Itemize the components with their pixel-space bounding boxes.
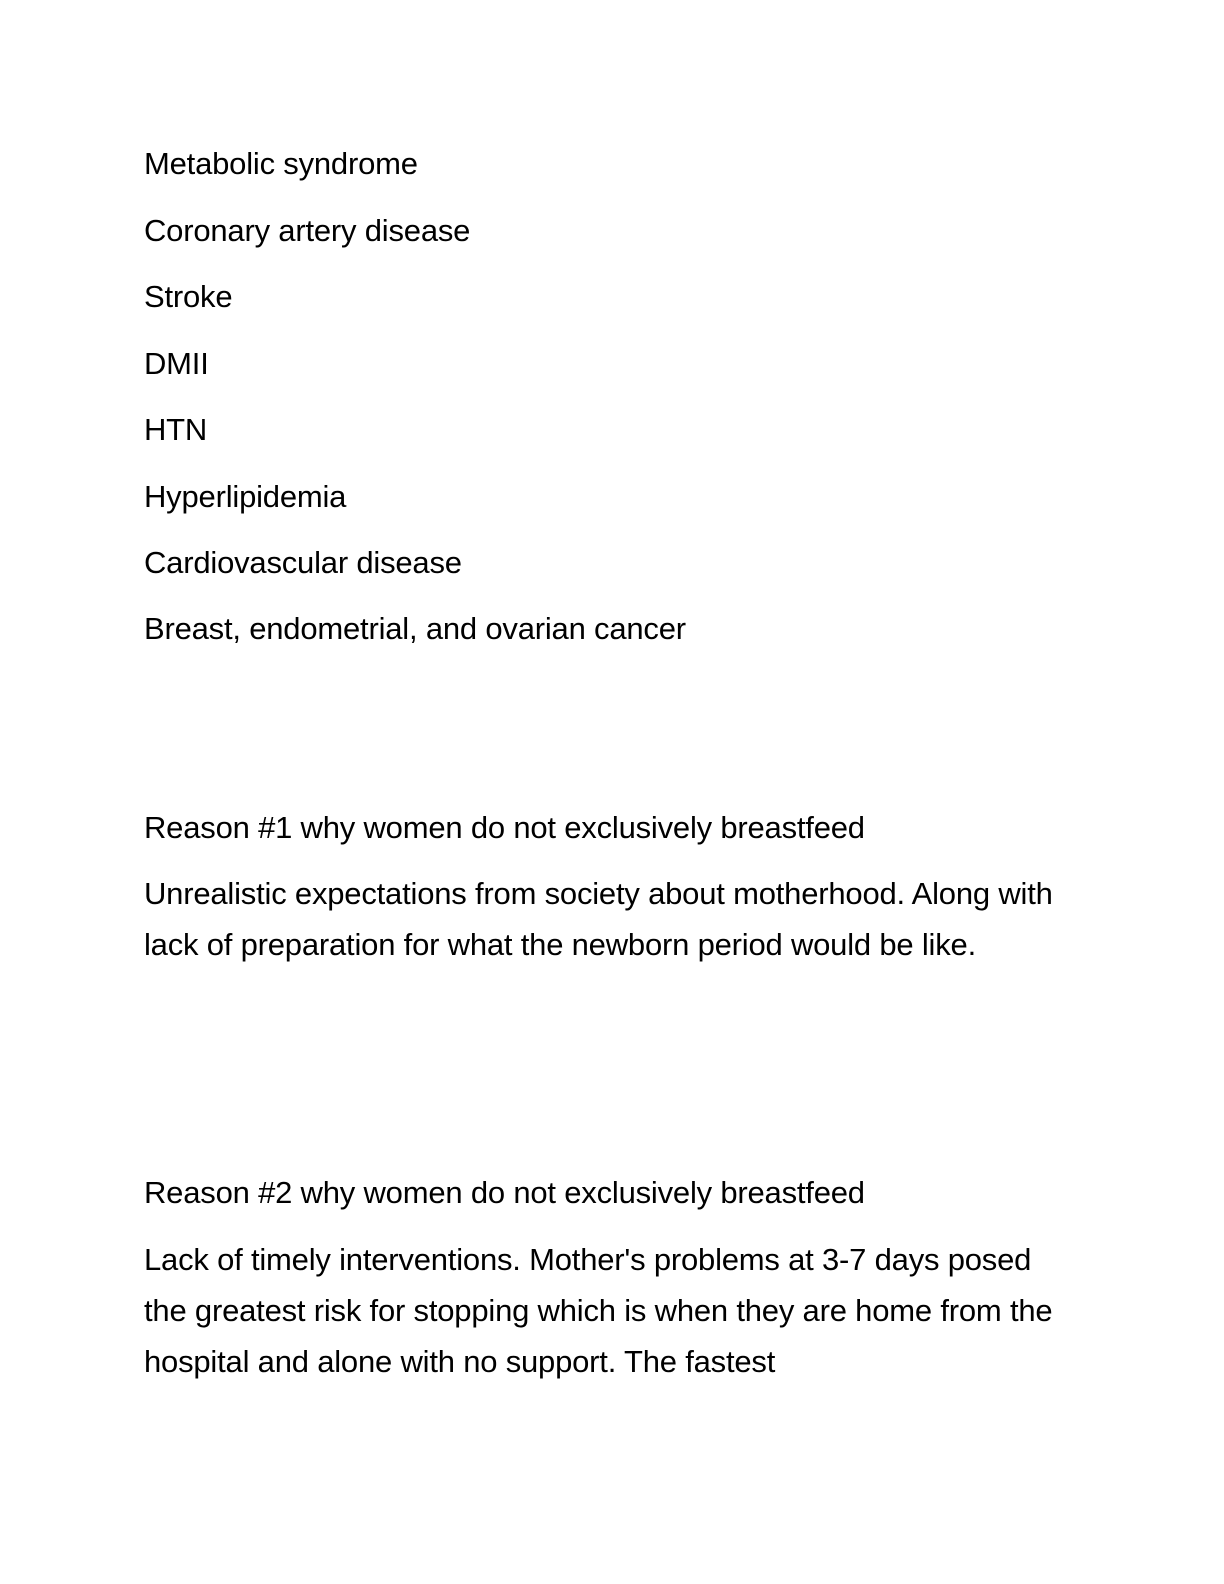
condition-item-coronary-artery-disease: Coronary artery disease [144,213,471,248]
reason-2-heading: Reason #2 why women do not exclusively breastfeed [144,1175,865,1210]
condition-item-dmii: DMII [144,346,209,381]
condition-item-stroke: Stroke [144,279,233,314]
reason-1-body: Unrealistic expectations from society about motherhood. Along with lack of preparation for what the newborn period would be like. [144,876,1053,962]
condition-item-hyperlipidemia: Hyperlipidemia [144,479,347,514]
condition-item-htn: HTN [144,412,208,447]
reason-2-body: Lack of timely interventions. Mother's problems at 3-7 days posed the greatest risk for stopping which is when they are home from the hospital and alone with no support. The fastest [144,1242,1053,1379]
condition-item-cancers: Breast, endometrial, and ovarian cancer [144,611,686,646]
reason-1-heading: Reason #1 why women do not exclusively breastfeed [144,810,865,845]
condition-item-cardiovascular-disease: Cardiovascular disease [144,545,462,580]
condition-item-metabolic-syndrome: Metabolic syndrome [144,146,418,181]
